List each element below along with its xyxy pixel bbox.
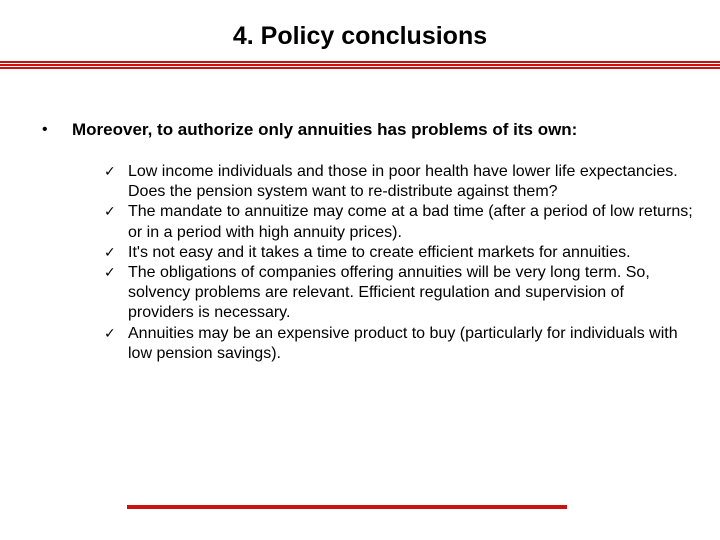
sub-point-item xyxy=(104,202,694,242)
sub-point-text: The obligations of companies offering annuities will be very long term. So, solvency problems are relevant. Efficient regulation and supervision of providers is necessary. xyxy=(128,264,650,322)
slide-title: 4. Policy conclusions xyxy=(232,22,488,50)
sub-point-item xyxy=(104,324,694,364)
sub-point-text: The mandate to annuitize may come at a bad time (after a period of low returns; or in a period with high annuity prices). xyxy=(128,203,693,241)
sub-point-text: Low income individuals and those in poor health have lower life expectancies. Does the pension system want to re-distribute against them? xyxy=(128,163,678,201)
footer-divider-line xyxy=(127,505,567,509)
checkmark-icon: ✓ xyxy=(104,244,116,261)
title-divider-line-3 xyxy=(0,67,720,69)
checkmark-icon: ✓ xyxy=(104,325,116,342)
sub-point-text: It's not easy and it takes a time to create efficient markets for annuities. xyxy=(128,243,631,261)
main-bullet-icon: • xyxy=(42,121,48,138)
sub-points-list xyxy=(104,162,694,364)
sub-point-item xyxy=(104,243,694,263)
checkmark-icon: ✓ xyxy=(104,204,116,221)
sub-point-item xyxy=(104,263,694,324)
main-point-text: Moreover, to authorize only annuities has problems of its own: xyxy=(72,120,578,139)
sub-point-item xyxy=(104,162,694,202)
checkmark-icon: ✓ xyxy=(104,265,116,282)
checkmark-icon: ✓ xyxy=(104,164,116,180)
title-divider-line-1 xyxy=(0,61,720,63)
sub-point-text: Annuities may be an expensive product to buy (particularly for individuals with low pension savings). xyxy=(128,324,678,362)
title-divider-line-2 xyxy=(0,64,720,66)
